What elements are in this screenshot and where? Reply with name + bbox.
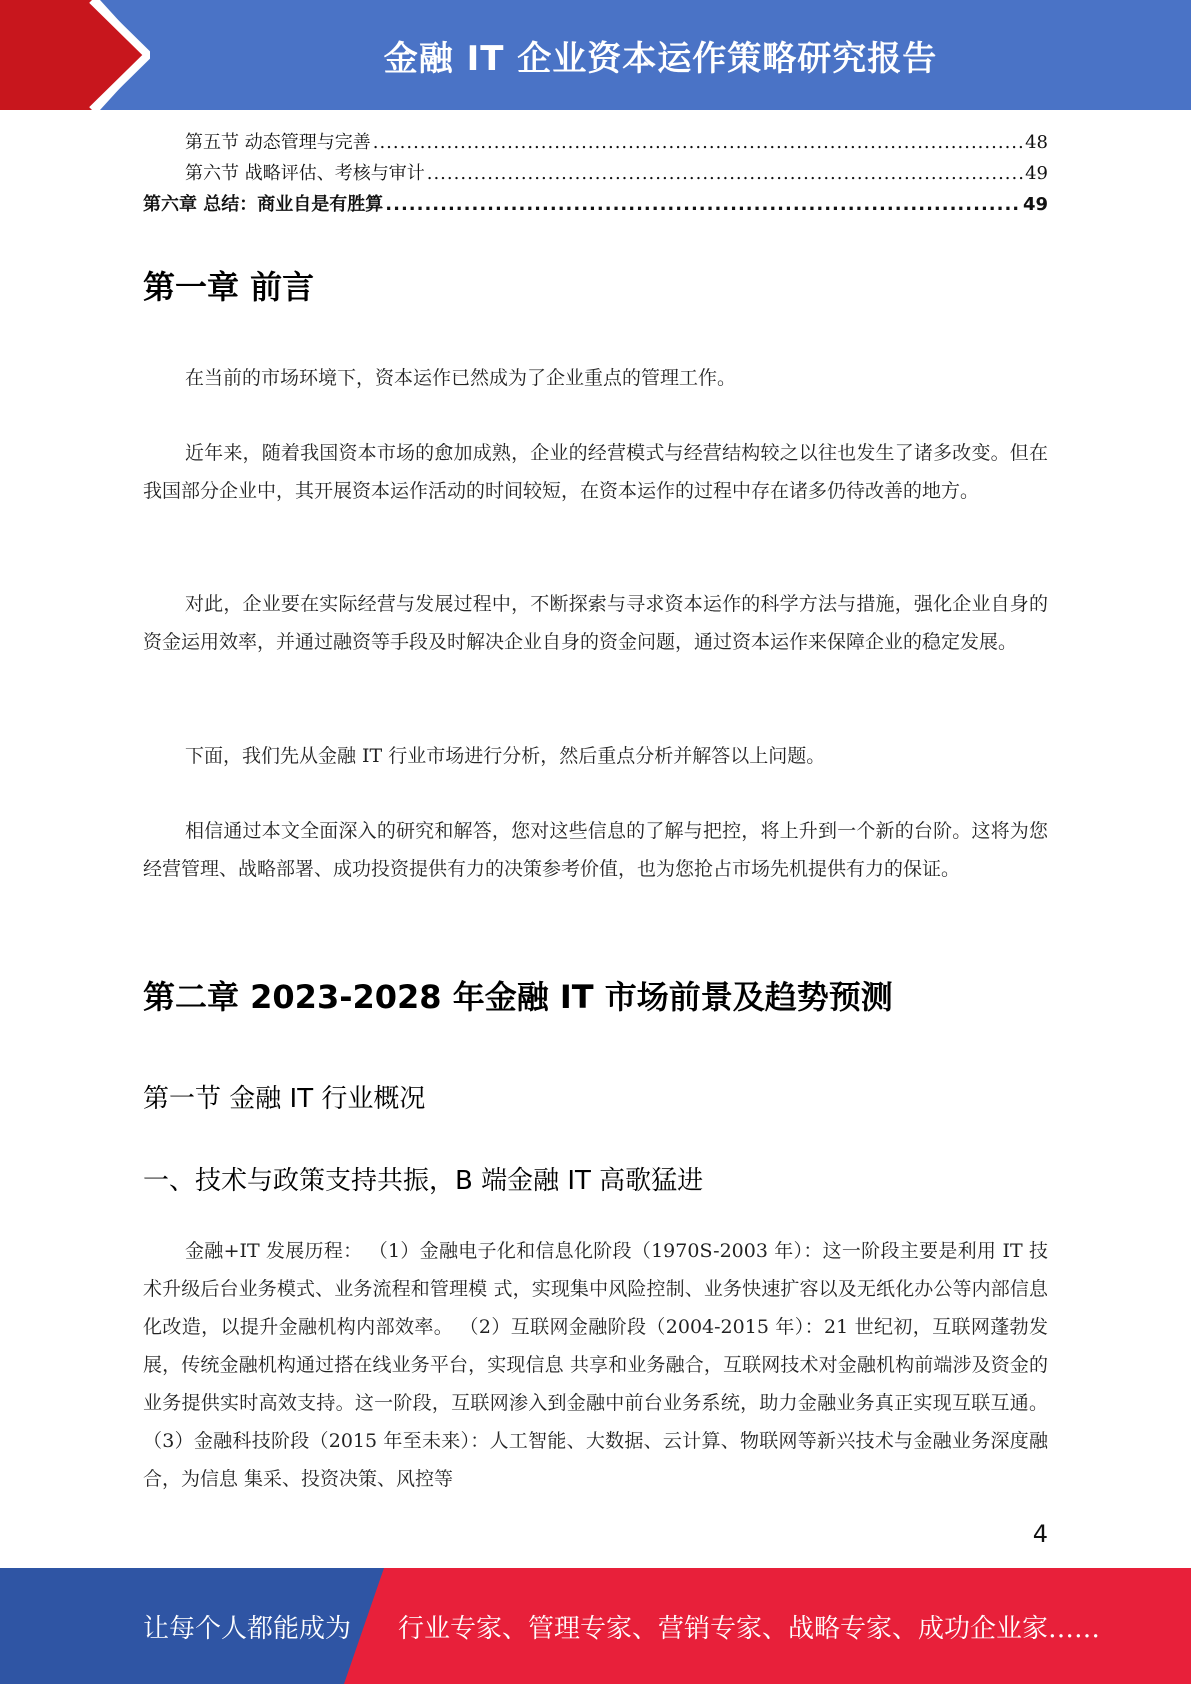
body-paragraph: 近年来，随着我国资本市场的愈加成熟，企业的经营模式与经营结构较之以往也发生了诸多改变。但在我国部分企业中，其开展资本运作活动的时间较短，在资本运作的过程中存在诸多仍待改善的地方。 [143,442,1048,502]
toc-entry[interactable] [143,159,1048,190]
toc-entry[interactable] [143,190,1048,221]
footer-slogan-right: 行业专家、管理专家、营销专家、战略专家、成功企业家…… [398,1613,1101,1644]
toc-entry-page: 48 [1025,132,1048,153]
page-header [0,0,1191,110]
toc-leader-dots [385,194,1021,215]
toc-entry[interactable] [143,128,1048,159]
toc-entry-page: 49 [1025,163,1048,184]
body-paragraph: 在当前的市场环境下，资本运作已然成为了企业重点的管理工作。 [185,367,737,389]
report-title: 金融 IT 企业资本运作策略研究报告 [383,38,938,79]
toc-entry-page: 49 [1022,194,1048,215]
chapter1-heading: 第一章 前言 [143,268,315,306]
body-paragraph: 相信通过本文全面深入的研究和解答，您对这些信息的了解与把控，将上升到一个新的台阶。这将为您经营管理、战略部署、成功投资提供有力的决策参考价值，也为您抢占市场先机提供有力的保证。 [143,820,1048,880]
section-heading: 第一节 金融 IT 行业概况 [143,1084,426,1114]
toc-leader-dots [373,132,1023,153]
chapter2-heading: 第二章 2023-2028 年金融 IT 市场前景及趋势预测 [143,978,893,1016]
header-arrow-decoration [0,0,150,110]
body-paragraph: 对此，企业要在实际经营与发展过程中，不断探索与寻求资本运作的科学方法与措施，强化企业自身的资金运用效率，并通过融资等手段及时解决企业自身的资金问题，通过资本运作来保障企业的稳定发展。 [143,593,1048,653]
toc-entry-label: 第五节 动态管理与完善 [185,132,371,153]
body-paragraph: 金融+IT 发展历程： （1）金融电子化和信息化阶段（1970S-2003 年）：这一阶段主要是利用 IT 技术升级后台业务模式、业务流程和管理模 式，实现集中风险控制、业务快速扩容以及无纸化办公等内部信息化改造，以提升金融机构内部效率。 （2）互联网金融阶段（2004-2015 年）：21 世纪初，互联网蓬勃发展，传统金融机构通过搭在线业务平台，实现信息 共享和业务融合，互联网技术对金融机构前端涉及资金的业务提供实时高效支持。这一阶段，互联网渗入到金融中前台业务系统，助力金融业务真正实现互联互通。 （3）金融科技阶段（2015 年至未来）：人工智能、大数据、云计算、物联网等新兴技术与金融业务深度融合，为信息 集采、投资决策、风控等 [143,1240,1048,1490]
toc-entry-label: 第六章 总结：商业自是有胜算 [143,194,384,215]
table-of-contents [143,128,1048,221]
page-footer [0,1568,1191,1684]
subsection-heading: 一、技术与政策支持共振，B 端金融 IT 高歌猛进 [143,1166,704,1196]
page-number: 4 [1032,1520,1048,1548]
toc-leader-dots [427,163,1023,184]
footer-slogan-left: 让每个人都能成为 [143,1613,352,1644]
body-paragraph: 下面，我们先从金融 IT 行业市场进行分析，然后重点分析并解答以上问题。 [185,745,826,767]
toc-entry-label: 第六节 战略评估、考核与审计 [185,163,425,184]
